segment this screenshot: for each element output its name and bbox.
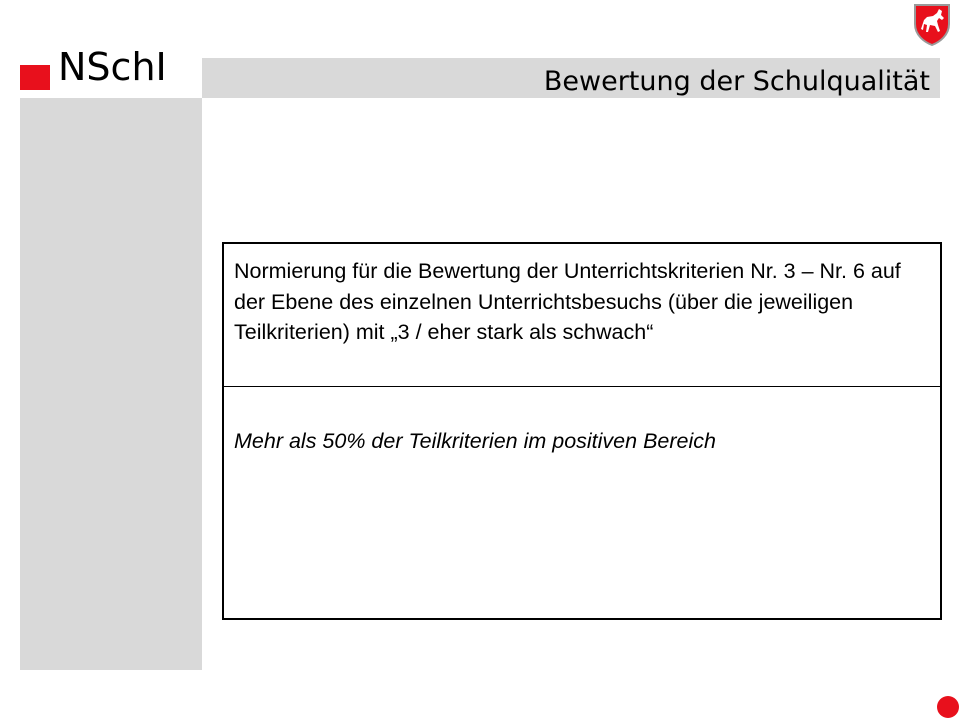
page-title: Bewertung der Schulqualität <box>543 66 930 97</box>
criteria-heading: Normierung für die Bewertung der Unterrichtskriterien Nr. 3 – Nr. 6 auf der Ebene des einzelnen Unterrichtsbesuchs (über die jeweiligen Teilkriterien) mit „3 / eher stark als schwach“ <box>224 244 940 387</box>
red-square-icon <box>20 65 50 90</box>
logo-text: NSchI <box>58 45 167 89</box>
criteria-text: Mehr als 50% der Teilkriterien im positiven Bereich <box>234 429 716 453</box>
red-circle-icon <box>937 696 959 718</box>
left-sidebar-panel <box>20 98 202 670</box>
criteria-box <box>222 242 942 620</box>
lower-saxony-crest-icon <box>912 2 952 46</box>
